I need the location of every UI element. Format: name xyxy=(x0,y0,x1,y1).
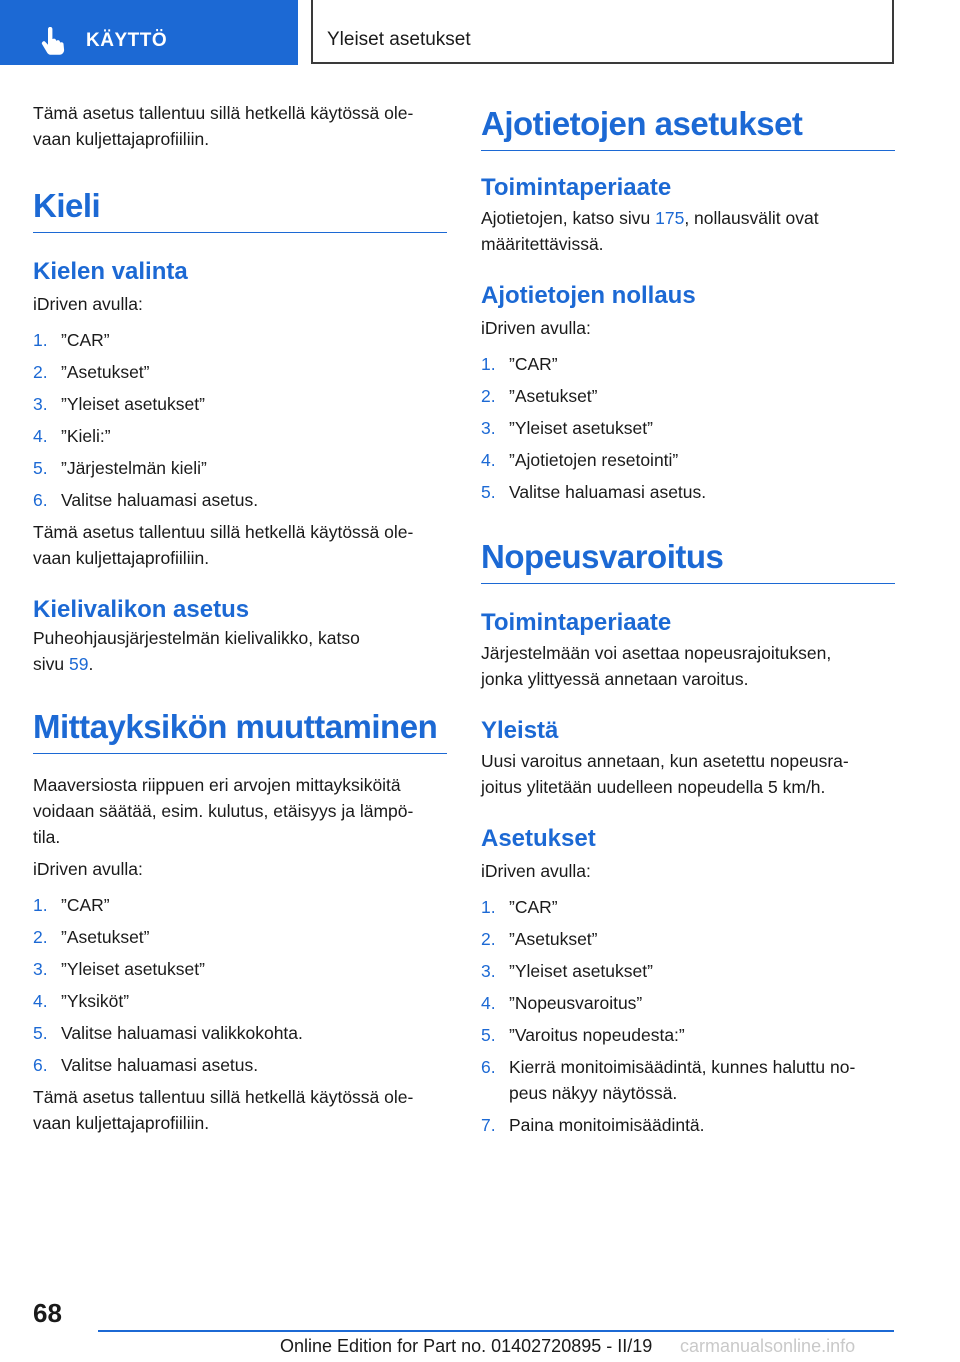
watermark: carmanualsonline.info xyxy=(680,1336,856,1356)
heading-asetukset: Asetukset xyxy=(481,825,596,852)
heading-nopeusvaroitus: Nopeusvaroitus xyxy=(481,537,895,584)
section-label: KÄYTTÖ xyxy=(86,30,168,51)
header-title-box xyxy=(311,0,894,64)
heading-mittayksikot: Mittayksikön muuttaminen xyxy=(33,707,447,754)
list-item: 6. Valitse haluamasi asetus. xyxy=(33,490,259,510)
steps-kielen-valinta xyxy=(33,327,447,513)
list-item: 2. ”Asetukset” xyxy=(33,362,150,382)
heading-ajotietojen-asetukset: Ajotietojen asetukset xyxy=(481,104,895,151)
yleista-text: Uusi varoitus annetaan, kun asetettu nopeusra- joitus ylitetään uudelleen nopeudella 5 km/h. xyxy=(481,751,849,797)
list-item: 1. ”CAR” xyxy=(33,895,110,915)
list-item: 1. ”CAR” xyxy=(481,354,558,374)
idrive-intro: iDriven avulla: xyxy=(481,318,591,338)
heading-yleista: Yleistä xyxy=(481,717,559,744)
chapter-title: Yleiset asetukset xyxy=(327,29,471,50)
list-item: 4. ”Ajotietojen resetointi” xyxy=(481,450,679,470)
list-item: 3. ”Yleiset asetukset” xyxy=(481,961,653,981)
left-column xyxy=(33,100,447,1136)
heading-toimintaperiaate: Toimintaperiaate xyxy=(481,174,672,201)
list-item: 5. Valitse haluamasi valikkokohta. xyxy=(33,1023,303,1043)
steps-nopeusvaroitus xyxy=(481,894,895,1138)
list-item: 3. ”Yleiset asetukset” xyxy=(481,418,653,438)
section-tab xyxy=(0,0,298,65)
steps-ajotietojen-nollaus xyxy=(481,351,895,505)
list-item: 1. ”CAR” xyxy=(33,330,110,350)
footer-edition: Online Edition for Part no. 01402720895 - II/19 xyxy=(280,1336,653,1356)
intro-note: Tämä asetus tallentuu sillä hetkellä käytössä ole- vaan kuljettajaprofiiliin. xyxy=(33,103,414,149)
list-item: 7. Paina monitoimisäädintä. xyxy=(481,1115,705,1135)
list-item: 5. ”Varoitus nopeudesta:” xyxy=(481,1025,685,1045)
idrive-intro: iDriven avulla: xyxy=(33,859,143,879)
list-item: 4. ”Kieli:” xyxy=(33,426,111,446)
heading-ajotietojen-nollaus: Ajotietojen nollaus xyxy=(481,282,696,309)
heading-kieli: Kieli xyxy=(33,186,447,233)
heading-kielivalikon-asetus: Kielivalikon asetus xyxy=(33,596,250,623)
heading-kielen-valinta: Kielen valinta xyxy=(33,258,188,285)
idrive-intro: iDriven avulla: xyxy=(33,294,143,314)
mittayksikot-intro: Maaversiosta riippuen eri arvojen mittayksiköitä voidaan säätää, esim. kulutus, etäisyys ja lämpö- tila. xyxy=(33,775,414,847)
kielivalikko-text: Puheohjausjärjestelmän kielivalikko, katso sivu 59. xyxy=(33,628,360,674)
nopeusvaroitus-text: Järjestelmään voi asettaa nopeusrajoituksen, jonka ylittyessä annetaan varoitus. xyxy=(481,643,832,689)
list-item: 3. ”Yleiset asetukset” xyxy=(33,959,205,979)
footer-divider xyxy=(98,1330,894,1332)
ajotiedot-text: Ajotietojen, katso sivu 175, nollausvälit ovat määritettävissä. xyxy=(481,208,819,254)
profile-note: Tämä asetus tallentuu sillä hetkellä käytössä ole- vaan kuljettajaprofiiliin. xyxy=(33,1087,414,1133)
list-item: 6. Kierrä monitoimisäädintä, kunnes haluttu no- peus näkyy näytössä. xyxy=(481,1057,856,1103)
list-item: 5. Valitse haluamasi asetus. xyxy=(481,482,707,502)
list-item: 1. ”CAR” xyxy=(481,897,558,917)
list-item: 6. Valitse haluamasi asetus. xyxy=(33,1055,259,1075)
list-item: 3. ”Yleiset asetukset” xyxy=(33,394,205,414)
page-link[interactable]: 175 xyxy=(655,208,685,228)
list-item: 2. ”Asetukset” xyxy=(481,929,598,949)
list-item: 4. ”Yksiköt” xyxy=(33,991,130,1011)
heading-toimintaperiaate: Toimintaperiaate xyxy=(481,609,672,636)
list-item: 4. ”Nopeusvaroitus” xyxy=(481,993,643,1013)
steps-mittayksikot xyxy=(33,892,447,1078)
list-item: 2. ”Asetukset” xyxy=(481,386,598,406)
list-item: 2. ”Asetukset” xyxy=(33,927,150,947)
idrive-intro: iDriven avulla: xyxy=(481,861,591,881)
profile-note: Tämä asetus tallentuu sillä hetkellä käytössä ole- vaan kuljettajaprofiiliin. xyxy=(33,522,414,568)
hand-pointer-icon xyxy=(40,27,66,55)
page-number: 68 xyxy=(33,1298,62,1328)
page-link[interactable]: 59 xyxy=(68,654,89,674)
right-column xyxy=(481,100,895,1144)
list-item: 5. ”Järjestelmän kieli” xyxy=(33,458,207,478)
